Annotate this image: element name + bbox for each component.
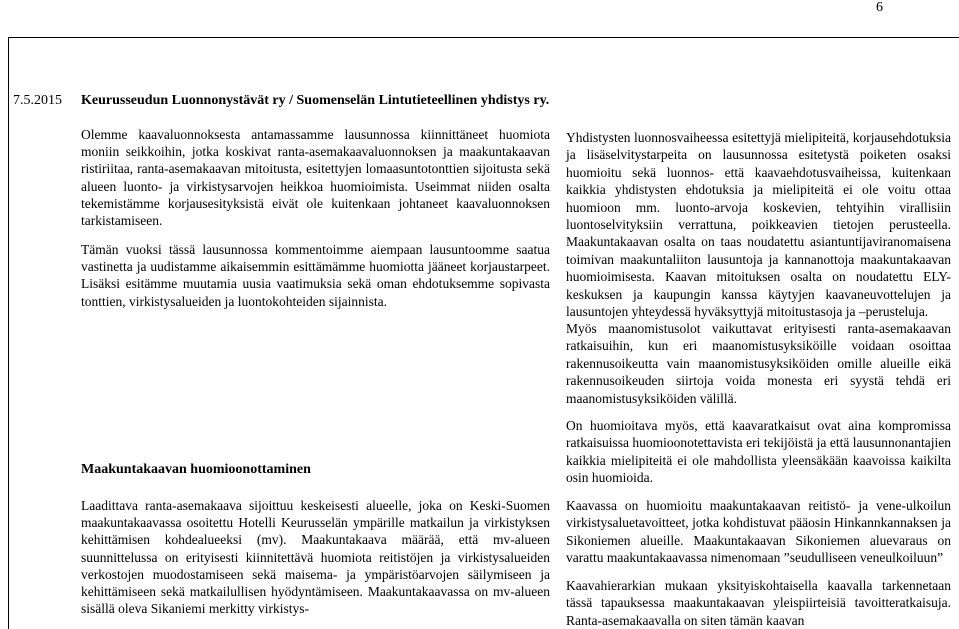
right-paragraph-3: On huomioitava myös, että kaavaratkaisut ovat aina kompromissa ratkaisuissa huomioonotettavista eri tekijöistä ja että lausunnonantajien kaikkia mielipiteitä ei ole mahdollista yleensäkään kaavoissa kaikilta osin huomioida. bbox=[566, 418, 951, 486]
right-paragraph-2: Myös maanomistusolot vaikuttavat erityisesti ranta-asemakaavan ratkaisuihin, kun eri maanomistusyksiköille voidaan osoittaa rakennusoikeutta vain maanomistusyksiköiden omille alueille eikä rakennusoikeuden siirtoja voida monesta eri syystä tehdä eri maanomistusyksiköiden välillä. bbox=[566, 321, 951, 406]
right-paragraph-5: Kaavahierarkian mukaan yksityiskohtaisella kaavalla tarkennetaan tässä tapauksessa maakuntakaavan yleispiirteisiä tavoitteratkaisuja. Ranta-asemakaavalla on siten tämän kaavan bbox=[566, 578, 951, 628]
document-date: 7.5.2015 bbox=[13, 93, 62, 108]
right-paragraph-1-block bbox=[566, 129, 951, 320]
left-paragraph-2-block bbox=[81, 241, 550, 310]
right-paragraph-3-block bbox=[566, 417, 951, 487]
right-paragraph-4-block bbox=[566, 497, 951, 567]
organization-title: Keurusseudun Luonnonystävät ry / Suomenselän Lintutieteellinen yhdistys ry. bbox=[81, 93, 550, 108]
right-paragraph-4: Kaavassa on huomioitu maakuntakaavan reitistö- ja vene-ulkoilun virkistysaluetavoitteet, jotka kohdistuvat pääosin Hinkannkannaksen ja Sikoniemen alueille. Maakuntakaavan Sikoniemen aluevaraus on varattu maakuntakaavassa nimenomaan ”seudulliseen veneulkoiluun” bbox=[566, 498, 951, 566]
right-paragraph-5-block bbox=[566, 577, 951, 629]
page-number: 6 bbox=[876, 0, 883, 15]
left-paragraph-2: Tämän vuoksi tässä lausunnossa kommentoimme aiempaan lausuntoomme saatua vastinetta ja uudistamme aikaisemmin esittämämme huomiotta jääneet korjaustarpeet. Lisäksi esitämme muutamia uusia vaatimuksia sekä oman ehdotuksemme sopivasta tonttien, virkistysalueiden ja luontokohteiden sijainnista. bbox=[81, 242, 550, 309]
left-section-paragraph: Laadittava ranta-asemakaava sijoittuu keskeisesti alueelle, joka on Keski-Suomen maakuntakaavassa osoitettu Hotelli Keurusselän ympärille matkailun ja virkistyksen kehittämisen kohdealueeksi (mv). Maakuntakaava määrää, että mv-alueen suunnittelussa on erityisesti kiinnitettävä huomiota reitistöjen ja virkistysalueiden verkostojen muodostamiseen sekä maisema- ja ympäristöarvojen säilymiseen ja kehittämiseen sekä matkailullisen hyödyntämiseen. Maakuntakaavassa on mv-alueen sisällä oleva Sikaniemi merkitty virkistys- bbox=[81, 498, 550, 617]
table-border-top bbox=[8, 37, 959, 38]
left-paragraph-1: Olemme kaavaluonnoksesta antamassamme lausunnossa kiinnittäneet huomiota moniin seikkoihin, jotka koskivat ranta-asemakaavaluonnoksen ja maakuntakaavan ristiriitaa, ranta-asemakaavan mitoitusta, esitettyjen lomaasuntotonttien sijoitusta sekä alueen luonto- ja virkistysarvojen heikkoa huomioimista. Useimmat niiden osalta tekemistämme korjausesityksistä eivät ole kuitenkaan johtaneet kaavaluonnoksen tarkistamiseen. bbox=[81, 127, 550, 229]
left-section-paragraph-block bbox=[81, 497, 550, 617]
section-heading: Maakuntakaavan huomioonottaminen bbox=[81, 462, 311, 477]
table-border-left bbox=[8, 37, 9, 629]
right-paragraph-1: Yhdistysten luonnosvaiheessa esitettyjä mielipiteitä, korjausehdotuksia ja lisäselvitystarpeita on lausunnossa esitetystä poiketen osaksi huomioitu sekä luonnos- että kaavaehdotusvaiheissa, kuitenkaan kaikkia yhdistysten ehdotuksia ja mielipiteitä ei ole voitu ottaa huomioon mm. luonto-arvoja koskevien, tehtyihin virallisiin luontoselvityksiin verrattuna, poikkeavien tietojen perusteella. Maakuntakaavan osalta on taas noudatettu asiantuntijaviranomaisena toimivan maakuntaliiton lausuntoja ja kannanottoja maakuntakaavan huomioimisesta. Kaavan mitoituksen osalta on noudatettu ELY-keskuksen ja kaupungin kanssa käytyjen kaavaneuvottelujen ja lausuntojen yhteydessä hyväksyttyjä mitoitustasoja ja –perusteluja. bbox=[566, 130, 951, 320]
left-paragraph-1-block bbox=[81, 126, 550, 229]
right-paragraph-2-block bbox=[566, 320, 951, 407]
